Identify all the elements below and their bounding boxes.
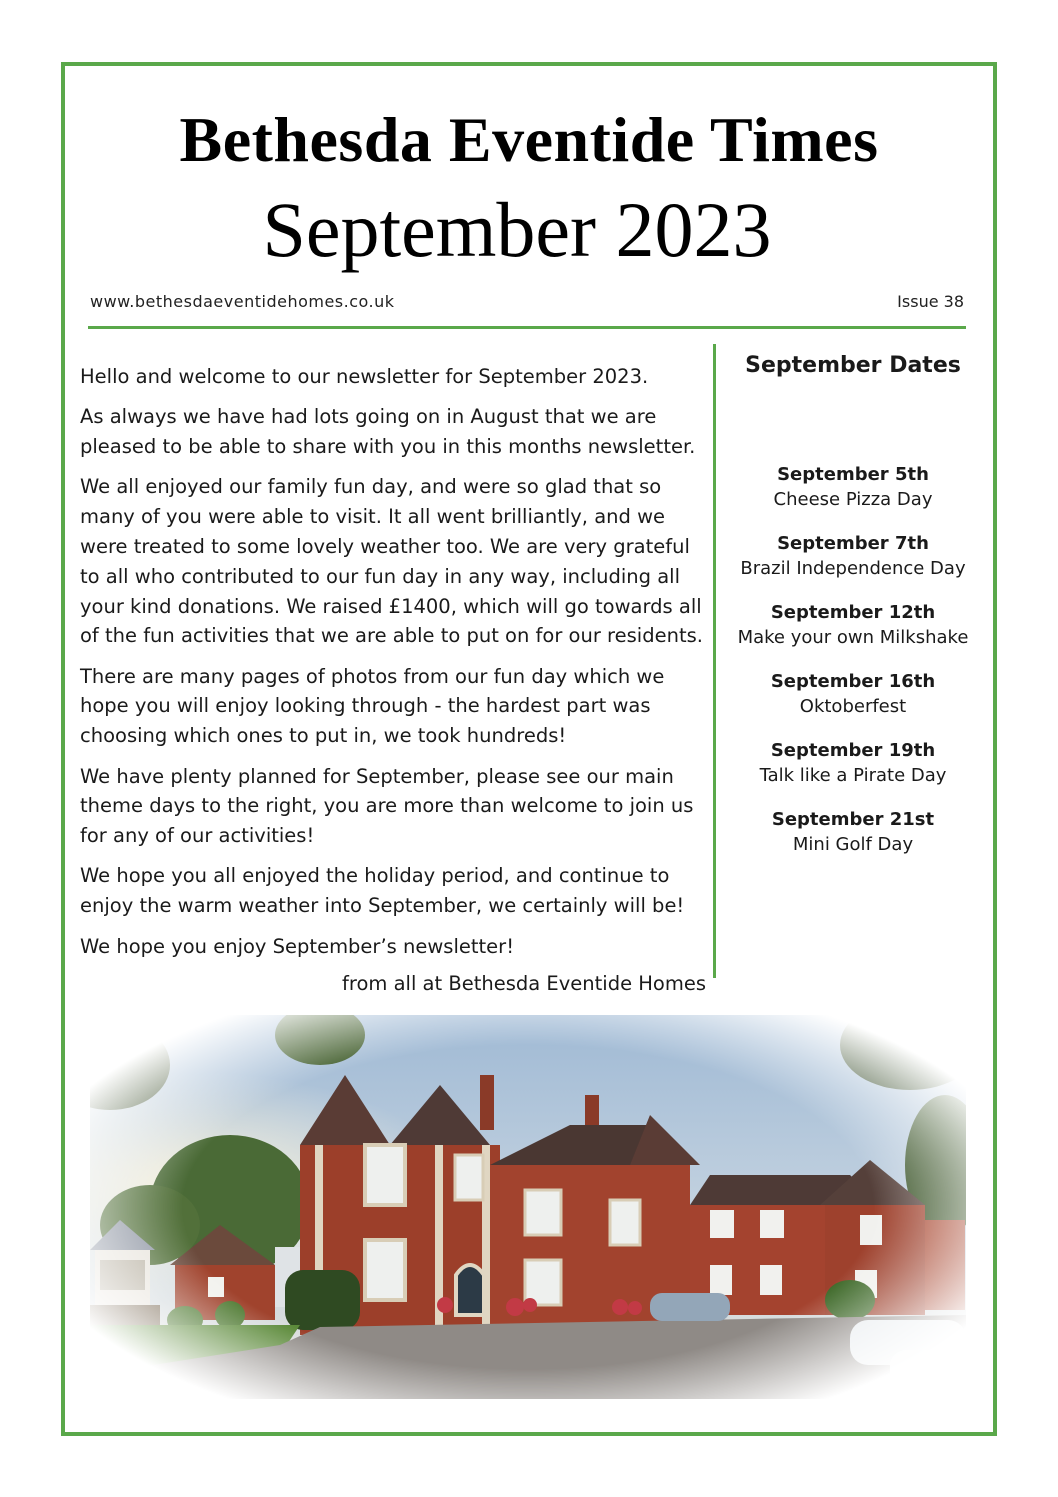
event-date: September 7th xyxy=(777,533,929,554)
issue-date: September 2023 xyxy=(262,186,772,273)
signoff: from all at Bethesda Eventide Homes xyxy=(342,972,707,995)
event-item xyxy=(724,532,982,581)
event-item xyxy=(724,601,982,650)
welcome-article xyxy=(80,362,710,972)
event-name: Make your own Milkshake xyxy=(737,627,969,648)
paragraph: There are many pages of photos from our fun day which we hope you will enjoy looking through - the hardest part was choosing which ones to put in, we took hundreds! xyxy=(80,664,665,748)
paragraph: We all enjoyed our family fun day, and were so glad that so many of you were able to visit. It all went brilliantly, and we were treated to some lovely weather too. We are very grateful to all who contributed to our fun day in any way, including all your kind donations. We raised £1400, which will go towards all of the fun activities that we are able to put on for our residents. xyxy=(80,475,703,648)
paragraph: We hope you enjoy September’s newsletter! xyxy=(80,934,515,958)
event-date: September 16th xyxy=(770,671,936,692)
issue-number: Issue 38 xyxy=(897,292,964,311)
newsletter-title: Bethesda Eventide Times xyxy=(179,104,879,175)
event-name: Talk like a Pirate Day xyxy=(759,765,947,786)
event-name: Oktoberfest xyxy=(799,696,907,717)
paragraph: We hope you all enjoyed the holiday period, and continue to enjoy the warm weather into September, we certainly will be! xyxy=(80,864,685,918)
event-date: September 12th xyxy=(770,602,936,623)
event-date: September 21st xyxy=(771,809,935,830)
event-date: September 19th xyxy=(770,740,936,761)
event-item xyxy=(724,670,982,719)
event-name: Cheese Pizza Day xyxy=(773,489,933,510)
paragraph: We have plenty planned for September, please see our main theme days to the right, you are more than welcome to join us for any of our activities! xyxy=(80,764,694,848)
event-item xyxy=(724,739,982,788)
column-divider xyxy=(713,344,716,978)
event-name: Mini Golf Day xyxy=(792,834,914,855)
dates-sidebar xyxy=(724,353,982,877)
building-photo xyxy=(90,1015,966,1399)
sidebar-title: September Dates xyxy=(745,353,961,378)
header-divider xyxy=(88,326,966,329)
event-item xyxy=(724,463,982,512)
care-home-illustration xyxy=(90,1015,966,1399)
paragraph: Hello and welcome to our newsletter for September 2023. xyxy=(80,365,649,388)
paragraph: As always we have had lots going on in August that we are pleased to be able to share with you in this months newsletter. xyxy=(80,405,696,459)
website-url: www.bethesdaeventidehomes.co.uk xyxy=(90,292,395,311)
event-date: September 5th xyxy=(777,464,929,485)
event-item xyxy=(724,808,982,857)
event-name: Brazil Independence Day xyxy=(740,558,966,579)
